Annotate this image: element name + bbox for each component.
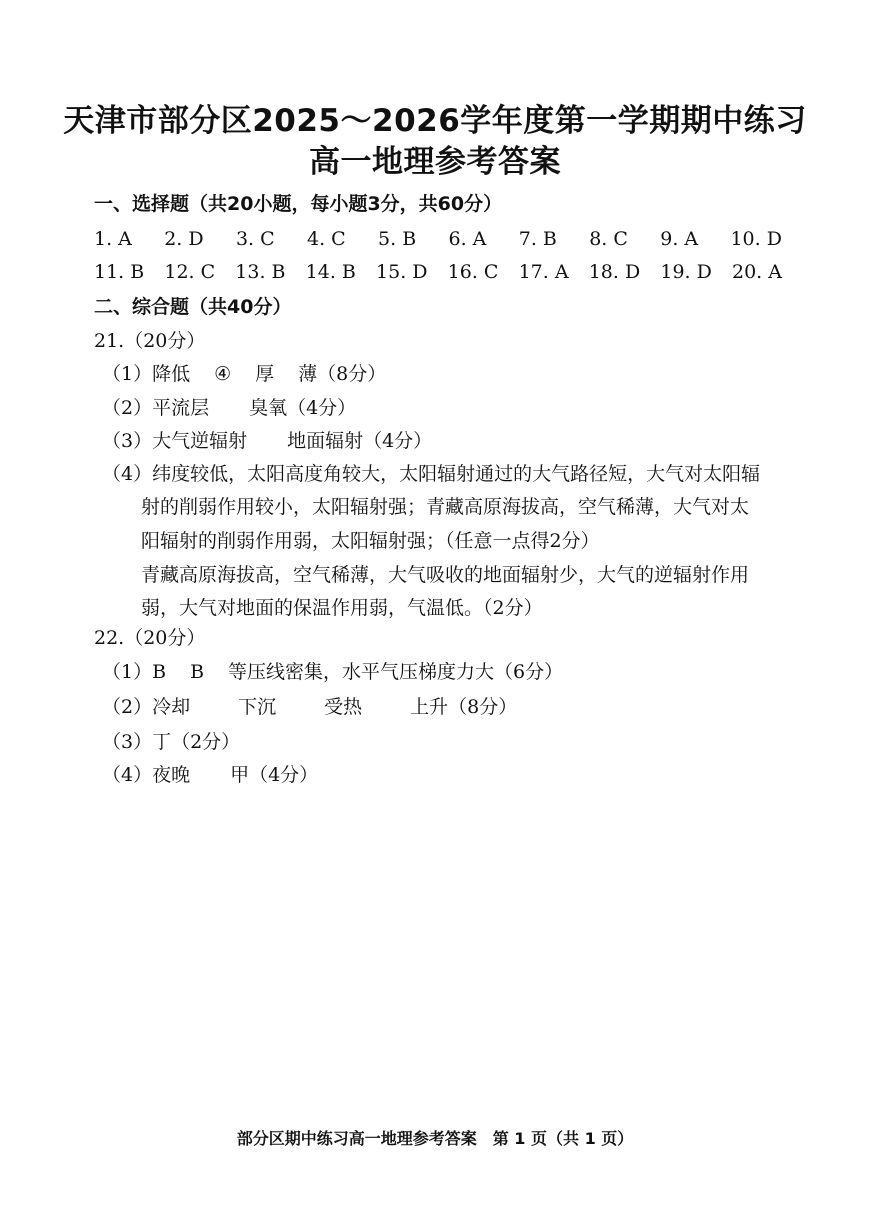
- answer-item: 4. C: [307, 228, 346, 250]
- answer-item: 18. D: [588, 261, 641, 283]
- answer-text: 薄（8分）: [298, 363, 387, 385]
- answer-item: 20. A: [732, 261, 782, 283]
- page-subtitle: 高一地理参考答案: [309, 144, 561, 180]
- q22-part-1: [102, 659, 563, 685]
- q21-part-1: [102, 361, 386, 387]
- page-footer: 部分区期中练习高一地理参考答案 第 1 页（共 1 页）: [236, 1129, 634, 1148]
- answer-text: 上升（8分）: [410, 696, 518, 718]
- answer-row-2: [94, 259, 782, 285]
- answer-item: 17. A: [518, 261, 569, 283]
- answer-item: 16. C: [447, 261, 499, 283]
- answer-item: 15. D: [376, 261, 428, 283]
- answer-item: 13. B: [235, 261, 286, 283]
- answer-text: 下沉: [238, 696, 277, 718]
- q21-part-3: [102, 428, 432, 454]
- answer-text: 厚: [255, 363, 275, 385]
- q21-part-4-line-3: 阳辐射的削弱作用弱，太阳辐射强；（任意一点得2分）: [141, 530, 600, 552]
- answer-item: 10. D: [730, 228, 782, 250]
- page-title: 天津市部分区2025～2026学年度第一学期期中练习: [63, 103, 807, 139]
- question-21-heading: 21.（20分）: [94, 330, 206, 352]
- q21-part-4-line-4: 青藏高原海拔高，空气稀薄，大气吸收的地面辐射少，大气的逆辐射作用: [141, 564, 750, 586]
- answer-text: 臭氧（4分）: [249, 397, 357, 419]
- section-choice-heading: 一、选择题（共20小题，每小题3分，共60分）: [94, 193, 503, 215]
- section-composite-heading: 二、综合题（共40分）: [94, 296, 292, 318]
- answer-item: 1. A: [94, 228, 132, 250]
- answer-text: 受热: [324, 696, 363, 718]
- q22-part-3: （3）丁（2分）: [102, 731, 241, 753]
- answer-item: 6. A: [448, 228, 487, 250]
- answer-text: 甲（4分）: [230, 764, 319, 786]
- answer-item: 8. C: [589, 228, 628, 250]
- answer-item: 19. D: [660, 261, 712, 283]
- q21-part-4-line-5: 弱，大气对地面的保温作用弱，气温低。（2分）: [141, 597, 543, 619]
- q21-part-2: [102, 395, 356, 421]
- q22-part-4: [102, 762, 318, 788]
- q21-part-4-line-2: 射的削弱作用较小，太阳辐射强；青藏高原海拔高，空气稀薄，大气对太: [141, 496, 750, 518]
- answer-item: 14. B: [305, 261, 356, 283]
- answer-text: （2）平流层: [102, 397, 210, 419]
- q21-part-4-line-1: （4）纬度较低，太阳高度角较大，太阳辐射通过的大气路径短，大气对太阳辐: [102, 463, 761, 485]
- answer-row-1: [94, 226, 782, 252]
- answer-item: 12. C: [164, 261, 216, 283]
- answer-item: 9. A: [660, 228, 699, 250]
- answer-item: 11. B: [94, 261, 145, 283]
- answer-item: 2. D: [164, 228, 204, 250]
- answer-item: 3. C: [235, 228, 275, 250]
- answer-text: ④: [214, 363, 232, 385]
- answer-item: 7. B: [518, 228, 557, 250]
- answer-text: （2）冷却: [102, 696, 191, 718]
- answer-text: B: [190, 661, 205, 683]
- q22-part-2: [102, 694, 517, 720]
- answer-text: （3）大气逆辐射: [102, 430, 248, 452]
- question-22-heading: 22.（20分）: [94, 627, 206, 649]
- answer-text: 等压线密集，水平气压梯度力大（6分）: [228, 661, 564, 683]
- answer-item: 5. B: [378, 228, 417, 250]
- answer-text: （4）夜晚: [102, 764, 191, 786]
- answer-text: （1）降低: [102, 363, 191, 385]
- answer-text: 地面辐射（4分）: [287, 430, 433, 452]
- answer-text: （1）B: [102, 661, 167, 683]
